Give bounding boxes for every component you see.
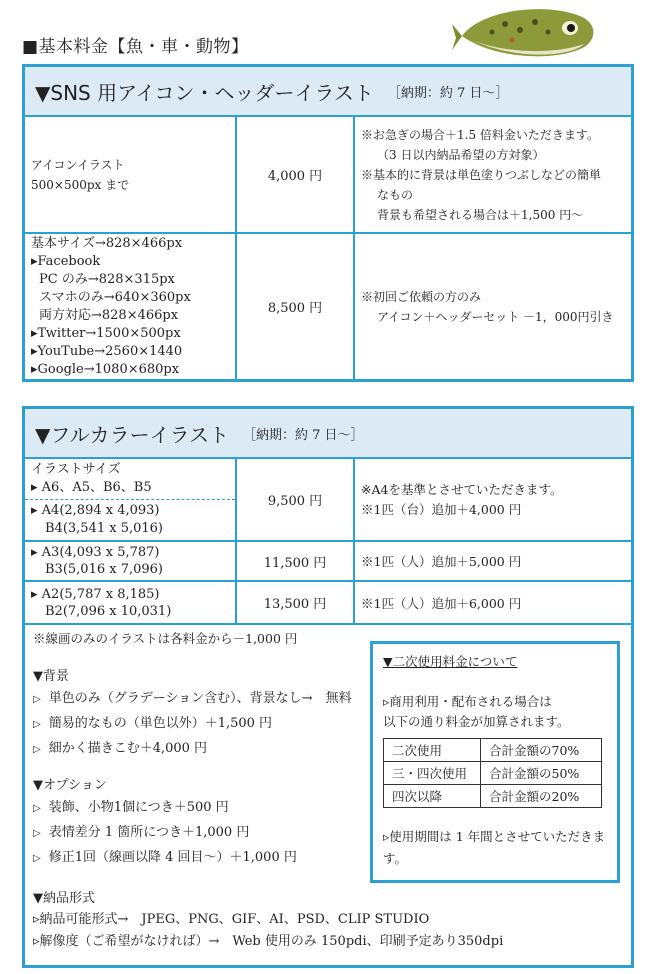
option-title: ▼オプション [33, 778, 107, 793]
secondary-period-1: ▹使用期間は 1 年間とさせていただきま [383, 829, 606, 844]
page-title: ■基本料金【魚・車・動物】 [22, 37, 249, 57]
secondary-intro-2: 以下の通り料金が加算されます。 [383, 714, 570, 729]
fullcolor-heading: ▼フルカラーイラスト [35, 422, 229, 447]
table-row [25, 233, 631, 379]
fullcolor-price-a3: 11,500 円 [236, 541, 354, 581]
fullcolor-size-a3: ▸ A3(4,093 x 5,787) B3(5,016 x 7,096) [25, 541, 236, 581]
fullcolor-notes-a3: ※1匹（人）追加＋5,000 円 [354, 541, 631, 581]
triangle-right-icon: ▷ [33, 719, 41, 730]
bg-title: ▼背景 [33, 669, 69, 684]
fullcolor-price-a2: 13,500 円 [236, 581, 354, 623]
fish-illustration [450, 2, 600, 64]
secondary-use-table [383, 738, 602, 808]
delivery-resolution: ▹解像度（ご希望がなければ）→ Web 使用のみ 150pdi、印刷予定あり350dpi [33, 934, 504, 949]
fullcolor-size-a4: イラストサイズ ▸ A6、A5、B6、B5 ▸ A4(2,894 x 4,093) B4(3,541 x 5,016) [25, 459, 236, 541]
fullcolor-notes-a2: ※1匹（人）追加＋6,000 円 [354, 581, 631, 623]
table-row [25, 541, 631, 581]
list-item: ▷ 簡易的なもの（単色以外）＋1,500 円 [33, 716, 273, 731]
sns-header-price: 8,500 円 [236, 233, 354, 379]
triangle-right-icon: ▷ [33, 744, 41, 755]
sns-header-desc: 基本サイズ→828×466px ▸Facebook PC のみ→828×315px スマホのみ→640×360px 両方対応→828×466px ▸Twitter→1500×500px ▸YouTube→2560×1440 ▸Google→1080×680px [25, 233, 236, 379]
table-row [25, 117, 631, 233]
sns-icon-desc: アイコンイラスト 500×500px まで [25, 117, 236, 233]
delivery-title: ▼納品形式 [33, 891, 95, 906]
sns-section [22, 64, 634, 382]
list-item: ▷ 細かく描きこむ＋4,000 円 [33, 741, 208, 756]
table-row: 三・四次使用 合計金額の50% [384, 762, 602, 785]
secondary-use-box [370, 641, 620, 883]
sns-icon-notes: ※お急ぎの場合＋1.5 倍料金いただきます。 （3 日以内納品希望の方対象） ※基本的に背景は単色塗りつぶしなどの簡単 なもの 背景も希望される場合は＋1,500 円～ [354, 117, 631, 233]
triangle-right-icon: ▷ [33, 803, 41, 814]
fullcolor-notes-a4: ※A4を基準とさせていただきます。 ※1匹（台）追加＋4,000 円 [354, 459, 631, 541]
fullcolor-period: ［納期：約 7 日～］ [242, 427, 364, 443]
table-row: 四次以降 合計金額の20% [384, 785, 602, 808]
fullcolor-price-table [25, 459, 631, 623]
triangle-right-icon: ▷ [33, 828, 41, 839]
triangle-right-icon: ▷ [33, 853, 41, 864]
sns-icon-price: 4,000 円 [236, 117, 354, 233]
list-item: ▷ 修正1回（線画以降 4 回目～）＋1,000 円 [33, 850, 297, 865]
fullcolor-size-a2: ▸ A2(5,787 x 8,185) B2(7,096 x 10,031) [25, 581, 236, 623]
sns-header-notes: ※初回ご依頼の方のみ アイコン＋ヘッダーセット －1，000円引き [354, 233, 631, 379]
delivery-formats: ▹納品可能形式→ JPEG、PNG、GIF、AI、PSD、CLIP STUDIO [33, 912, 430, 927]
secondary-intro-1: ▹商用利用・配布される場合は [383, 694, 552, 709]
list-item: ▷ 装飾、小物1個につき＋500 円 [33, 800, 229, 815]
triangle-right-icon: ▷ [33, 694, 41, 705]
table-row: 二次使用 合計金額の70% [384, 739, 602, 762]
lineart-note: ※線画のみのイラストは各料金から－1,000 円 [33, 631, 298, 646]
fullcolor-header [25, 409, 631, 459]
dashed-divider [25, 499, 235, 500]
sns-heading: ▼SNS 用アイコン・ヘッダーイラスト [35, 80, 374, 105]
table-row [25, 581, 631, 623]
sns-header [25, 67, 631, 117]
sns-period: ［納期：約 7 日～］ [387, 85, 509, 101]
list-item: ▷ 単色のみ（グラデーション含む）、背景なし→ 無料 [33, 691, 352, 706]
sns-price-table [25, 117, 631, 379]
fullcolor-price-a4: 9,500 円 [236, 459, 354, 541]
list-item: ▷ 表情差分 1 箇所につき＋1,000 円 [33, 825, 250, 840]
table-row [25, 459, 631, 541]
secondary-use-title: ▼二次使用料金について [383, 654, 518, 669]
secondary-period-2: す。 [383, 851, 408, 866]
